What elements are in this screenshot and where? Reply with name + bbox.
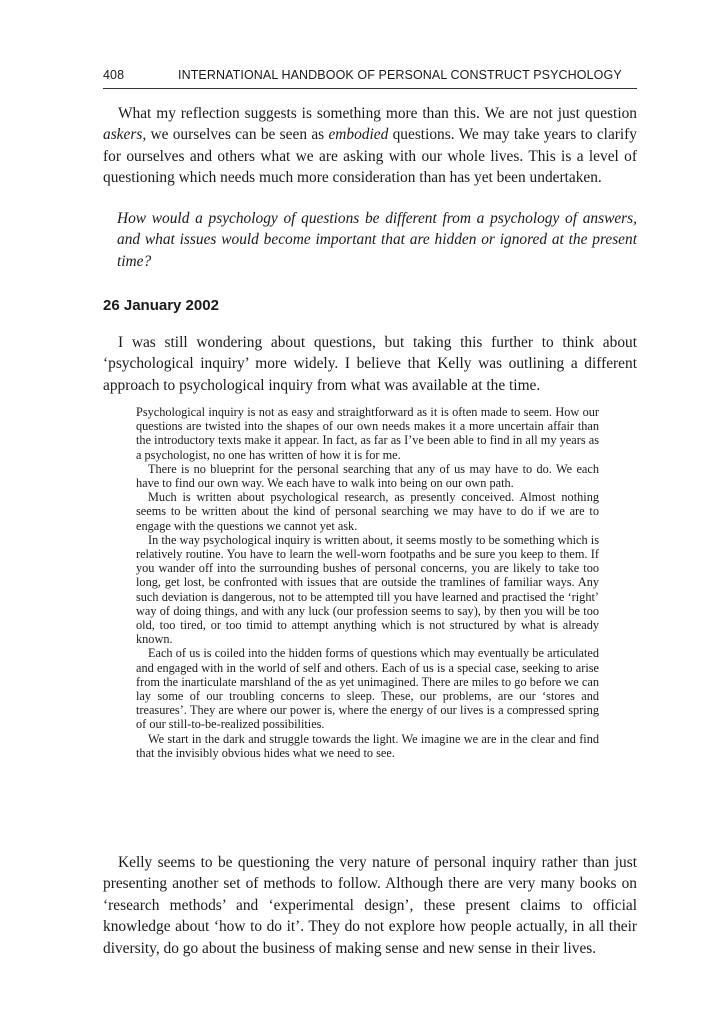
quote-paragraph: In the way psychological inquiry is written about, it seems mostly to be something which is relatively routine. You have to learn the well-worn footpaths and be sure you keep to them. If you wander off into the surrounding bushes of personal concerns, you are likely to take too long, get lost, be confronted with issues that are outside the tramlines of familiar ways. Any such deviation is dangerous, not to be attempted till you have learned and practised the ‘right’ way of doing things, and with any luck (our profession seems to say), by then you will be too old, too tired, or too timid to attempt anything which is not structured by what is already known. xyxy=(136,532,599,647)
quote-paragraph: Each of us is coiled into the hidden forms of questions which may eventually be articulated and engaged with in the world of self and others. Each of us is a special case, seeking to arise from the inarticulate marshland of the as yet unimagined. There are miles to go before we can lay some of our troubling concerns to sleep. These, our problems, are our ‘stores and treasures’. They are where our power is, where the energy of our lives is a compressed spring of our still-to-be-realized possibilities. xyxy=(136,646,599,732)
quote-paragraph: Psychological inquiry is not as easy and straightforward as it is often made to seem. How our questions are twisted into the shapes of our own needs makes it a more uncertain affair than the introductory texts make it appear. In fact, as far as I’ve been able to find in all my years as a psychologist, no one has written of how it is for me. xyxy=(136,405,599,462)
page-number: 408 xyxy=(103,68,125,82)
paragraph-reflection xyxy=(103,103,637,189)
text-run: What my reflection suggests is something more than this. We are not just question xyxy=(118,105,637,122)
running-head: INTERNATIONAL HANDBOOK OF PERSONAL CONSTRUCT PSYCHOLOGY xyxy=(178,68,622,82)
emphasis-embodied: embodied xyxy=(328,126,389,144)
header-rule xyxy=(103,88,637,89)
quote-paragraph: Much is written about psychological research, as presently conceived. Almost nothing seems to be written about the kind of personal searching we may have to do if we are to engage with the questions we cannot yet ask. xyxy=(136,490,599,533)
quote-paragraph: We start in the dark and struggle towards the light. We imagine we are in the clear and find that the invisibly obvious hides what we need to see. xyxy=(136,731,599,760)
emphasis-askers: askers, xyxy=(103,126,147,144)
block-quote xyxy=(136,405,599,760)
date-heading: 26 January 2002 xyxy=(103,297,219,314)
running-header xyxy=(103,68,637,88)
text-run: we ourselves can be seen as xyxy=(146,126,329,144)
quote-paragraph: There is no blueprint for the personal searching that any of us may have to do. We each have to find our own way. We each have to walk into being on our own path. xyxy=(136,461,599,491)
italic-question: How would a psychology of questions be different from a psychology of answers, and what issues would become important that are hidden or ignored at the present time? xyxy=(117,210,637,270)
paragraph-kelly: Kelly seems to be questioning the very nature of personal inquiry rather than just presenting another set of methods to follow. Although there are very many books on ‘research methods’ and ‘experimental design’, these present claims to official knowledge about ‘how to do it’. They do not explore how people actually, in all their diversity, do go about the business of making sense and new sense in their lives. xyxy=(103,854,637,957)
paragraph-inquiry: I was still wondering about questions, but taking this further to think about ‘psychological inquiry’ more widely. I believe that Kelly was outlining a different approach to psychological inquiry from what was available at the time. xyxy=(103,334,637,394)
text-run: questions. We may take years to clarify for ourselves and others what we are asking with our whole lives. This is a level of questioning which needs much more consideration than has yet been undertaken. xyxy=(103,126,637,187)
